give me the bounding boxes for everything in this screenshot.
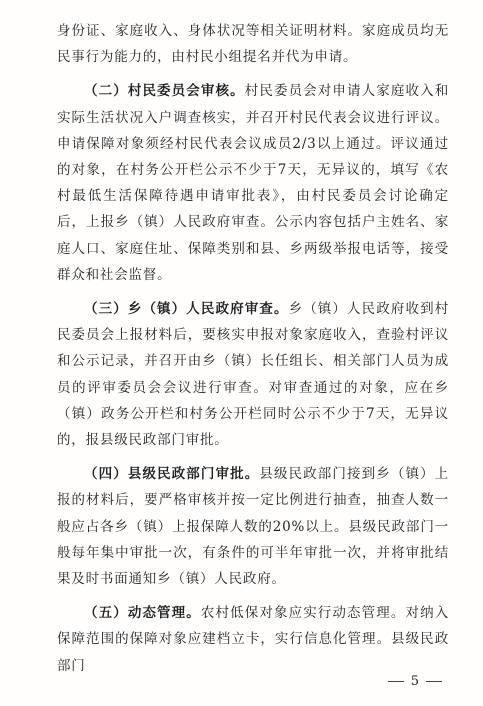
paragraph-4: [57, 461, 449, 592]
paragraph-3: [57, 296, 449, 453]
section-5-heading: （五）动态管理。: [84, 605, 201, 622]
section-3-heading: （三）乡（镇）人民政府审查。: [84, 301, 289, 318]
paragraph-1-text: 身份证、家庭收入、身体状况等相关证明材料。家庭成员均无民事行为能力的，由村民小组提名并代为申请。: [57, 23, 449, 66]
paragraph-5: [57, 600, 449, 679]
section-4-heading: （四）县级民政部门审批。: [84, 466, 260, 483]
document-body: [57, 18, 449, 687]
section-4-body: 县级民政部门接到乡（镇）上报的材料后，要严格审核并按一定比例进行抽查，抽查人数一般应占各乡（镇）上报保障人数的20%以上。县级民政部门一般每年集中审批一次，有条件的可半年审批一次，并将审批结果及时书面通知乡（镇）人民政府。: [57, 466, 449, 588]
section-5-body: 农村低保对象应实行动态管理。对纳入保障范围的保障对象应建档立卡，实行信息化管理。县级民政部门: [57, 605, 449, 674]
page-number-right-dash: [426, 681, 442, 682]
section-2-heading: （二）村民委员会审核。: [84, 83, 245, 100]
page-number-left-dash: [388, 681, 404, 682]
paragraph-1: [57, 18, 449, 70]
page-number: [0, 674, 483, 689]
section-3-body: 乡（镇）人民政府收到村民委员会上报材料后，要核实申报对象家庭收入，查验村评议和公示记录，并召开由乡（镇）长任组长、相关部门人员为成员的评审委员会会议进行审查。对审查通过的对象，应在乡（镇）政务公开栏和村务公开栏同时公示不少于7天，无异议的，报县级民政部门审批。: [57, 301, 449, 449]
page-number-value: 5: [410, 674, 419, 689]
section-2-body: 村民委员会对申请人家庭收入和实际生活状况入户调查核实，并召开村民代表会议进行评议。申请保障对象须经村民代表会议成员2/3以上通过。评议通过的对象，在村务公开栏公示不少于7天，无异议的，填写《农村最低生活保障待遇申请审批表》，由村民委员会讨论确定后，上报乡（镇）人民政府审查。公示内容包括户主姓名、家庭人口、家庭住址、保障类别和县、乡两级举报电话等，接受群众和社会监督。: [57, 83, 449, 283]
paragraph-2: [57, 78, 449, 288]
